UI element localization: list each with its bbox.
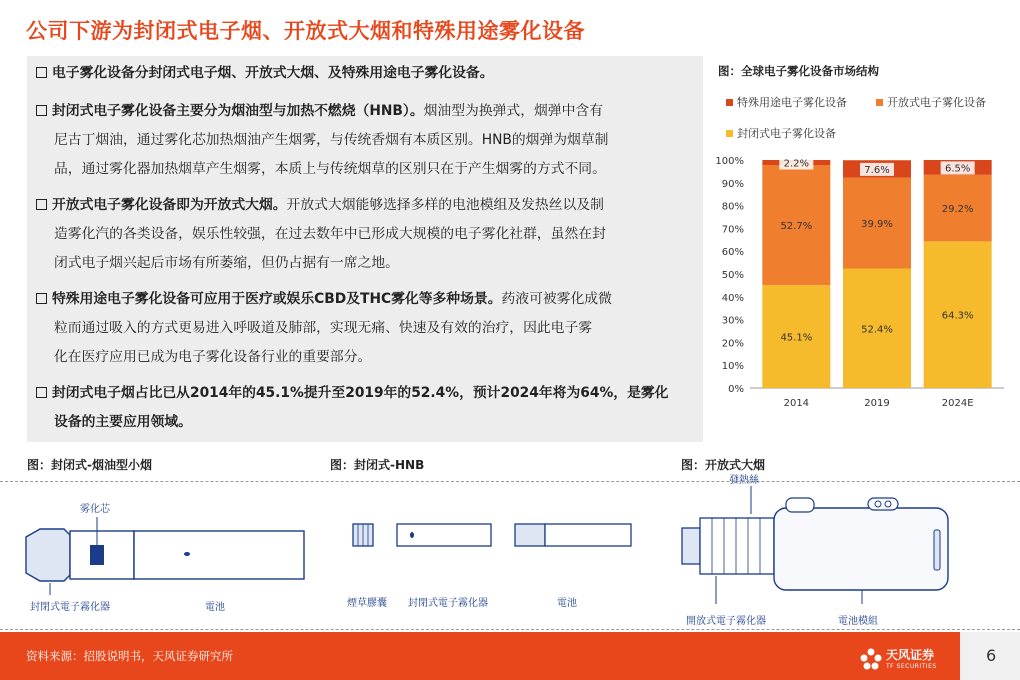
fig1-label-battery: 電池 [205, 602, 225, 613]
tf-logo-flower-icon [860, 646, 882, 672]
fig3-label-heating-wire: 發熱絲 [729, 475, 759, 486]
hnb-atomizer-dot [410, 532, 414, 538]
legend-label-open: 开放式电子雾化设备 [887, 96, 986, 109]
data-label: 52.4% [861, 324, 893, 336]
bullet-2-line-3: 品，通过雾化器加热烟草产生烟雾，本质上与传统烟草的区别只在于产生烟雾的方式不同。 [54, 161, 606, 177]
checkbox-bullet-icon [36, 67, 47, 78]
bullet-4-bold: 特殊用途电子雾化设备可应用于医疗或娱乐CBD及THC雾化等多种场景。 [52, 291, 502, 307]
bullet-1-bold: 电子雾化设备分封闭式电子烟、开放式大烟、及特殊用途电子雾化设备。 [52, 65, 494, 81]
figure-divider-bottom [0, 629, 1020, 630]
bullet-3-bold: 开放式电子雾化设备即为开放式大烟。 [52, 197, 287, 213]
checkbox-bullet-icon [36, 387, 47, 398]
checkbox-bullet-icon [36, 105, 47, 116]
fig1-title: 图：封闭式-烟油型小烟 [27, 458, 152, 472]
open-atomizer [700, 518, 774, 574]
data-label: 52.7% [780, 221, 813, 233]
y-tick-label: 10% [721, 361, 744, 373]
data-label: 7.6% [864, 164, 890, 176]
fig2-title: 图：封闭式-HNB [330, 458, 425, 472]
closed-ecig-illustration [20, 495, 310, 595]
logo-text-cn: 天风证券 [886, 648, 935, 662]
bullet-3-rest: 开放式大烟能够选择多样的电池模组及发热丝以及制 [286, 197, 604, 213]
y-tick-label: 30% [721, 315, 744, 327]
fire-button-icon [786, 498, 814, 512]
open-mod-battery-module [774, 508, 948, 590]
legend-label-special: 特殊用途电子雾化设备 [737, 96, 847, 109]
hnb-battery-end [515, 524, 545, 546]
bullet-5-line-2: 设备的主要应用领域。 [54, 414, 192, 430]
data-label: 45.1% [780, 332, 813, 344]
legend-swatch-closed [726, 130, 733, 137]
bullet-3 [36, 191, 696, 278]
legend-swatch-special [726, 99, 733, 106]
bullet-5-bold: 封闭式电子烟占比已从2014年的45.1%提升至2019年的52.4%，预计2024年将为64%，是雾化 [52, 385, 669, 401]
fig3-label-open-atomizer: 開放式電子霧化器 [686, 616, 766, 627]
x-category-label: 2024E [941, 398, 974, 409]
y-tick-label: 20% [721, 338, 744, 350]
fig3-title: 图：开放式大烟 [681, 458, 766, 472]
y-tick-label: 0% [728, 384, 744, 395]
bullet-4-rest: 药液可被雾化成微 [501, 291, 612, 307]
adjust-buttons-icon [868, 498, 898, 510]
bullet-5 [36, 379, 696, 437]
legend-closed [726, 125, 836, 141]
legend-open [876, 94, 986, 110]
bullet-3-line-3: 闭式电子烟兴起后市场有所萎缩，但仍占据有一席之地。 [54, 255, 399, 271]
hnb-battery [545, 524, 631, 546]
page-title: 公司下游为封闭式电子烟、开放式大烟和特殊用途雾化设备 [26, 19, 585, 43]
fig2-label-closed-atomizer: 封閉式電子霧化器 [408, 598, 488, 609]
battery-indicator-icon [184, 552, 190, 556]
fig1-label-atomizer-core: 雾化芯 [80, 504, 110, 515]
bullet-3-line-2: 造雾化汽的各类设备，娱乐性较强，在过去数年中已形成大规模的电子雾化社群，虽然在封 [54, 226, 606, 242]
hnb-illustration [345, 510, 645, 560]
bullet-2-line-2: 尼古丁烟油，通过雾化芯加热烟油产生烟雾，与传统香烟有本质区别。HNB的烟弹为烟草制 [54, 132, 609, 148]
y-tick-label: 50% [721, 270, 744, 281]
y-tick-label: 60% [721, 247, 744, 259]
fig2-label-tobacco-capsule: 煙草膠囊 [347, 598, 387, 609]
y-tick-label: 40% [721, 292, 744, 304]
y-tick-label: 80% [721, 201, 744, 213]
data-label: 29.2% [941, 204, 974, 216]
bullet-4-line-3: 化在医疗应用已成为电子雾化设备行业的重要部分。 [54, 349, 372, 365]
open-mod-drip-tip [682, 528, 700, 564]
x-category-label: 2019 [864, 398, 890, 409]
logo-text-en: TF SECURITIES [886, 663, 937, 670]
bullet-4 [36, 285, 696, 372]
closed-ecig-battery [134, 531, 304, 579]
legend-special [726, 94, 847, 110]
bullet-2-rest: 烟油型为换弹式，烟弹中含有 [423, 103, 603, 119]
legend-label-closed: 封闭式电子雾化设备 [737, 127, 836, 140]
atomizer-core-icon [90, 545, 104, 565]
closed-ecig-mouthpiece [26, 529, 70, 581]
y-tick-label: 90% [721, 178, 744, 190]
data-label: 39.9% [861, 219, 893, 231]
summary-text-box [27, 56, 703, 442]
x-category-label: 2014 [783, 398, 810, 409]
fig1-label-closed-atomizer: 封閉式電子霧化器 [30, 602, 110, 613]
open-mod-side-panel [934, 530, 940, 570]
bullet-4-line-2: 粒而通过吸入的方式更易进入呼吸道及肺部，实现无痛、快速及有效的治疗，因此电子雾 [54, 320, 593, 336]
data-label: 64.3% [941, 310, 974, 322]
open-mod-illustration [676, 480, 966, 610]
tf-securities-logo [860, 642, 950, 676]
fig3-label-battery-module: 電池模組 [838, 616, 878, 627]
legend-swatch-open [876, 99, 883, 106]
page-number: 6 [986, 646, 997, 665]
data-label: 2.2% [783, 158, 810, 170]
footer-bar [0, 632, 1020, 680]
fig2-label-battery: 電池 [557, 598, 577, 609]
bullet-2 [36, 97, 696, 184]
market-structure-chart [712, 150, 1012, 420]
y-tick-label: 100% [715, 156, 744, 167]
data-label: 6.5% [944, 163, 971, 175]
bullet-1 [36, 59, 696, 88]
chart-title: 图：全球电子雾化设备市场结构 [718, 64, 879, 78]
y-tick-label: 70% [721, 224, 744, 236]
source-note: 资料来源：招股说明书，天风证券研究所 [26, 649, 233, 663]
checkbox-bullet-icon [36, 293, 47, 304]
checkbox-bullet-icon [36, 199, 47, 210]
bullet-2-bold: 封闭式电子雾化设备主要分为烟油型与加热不燃烧（HNB）。 [52, 103, 424, 119]
